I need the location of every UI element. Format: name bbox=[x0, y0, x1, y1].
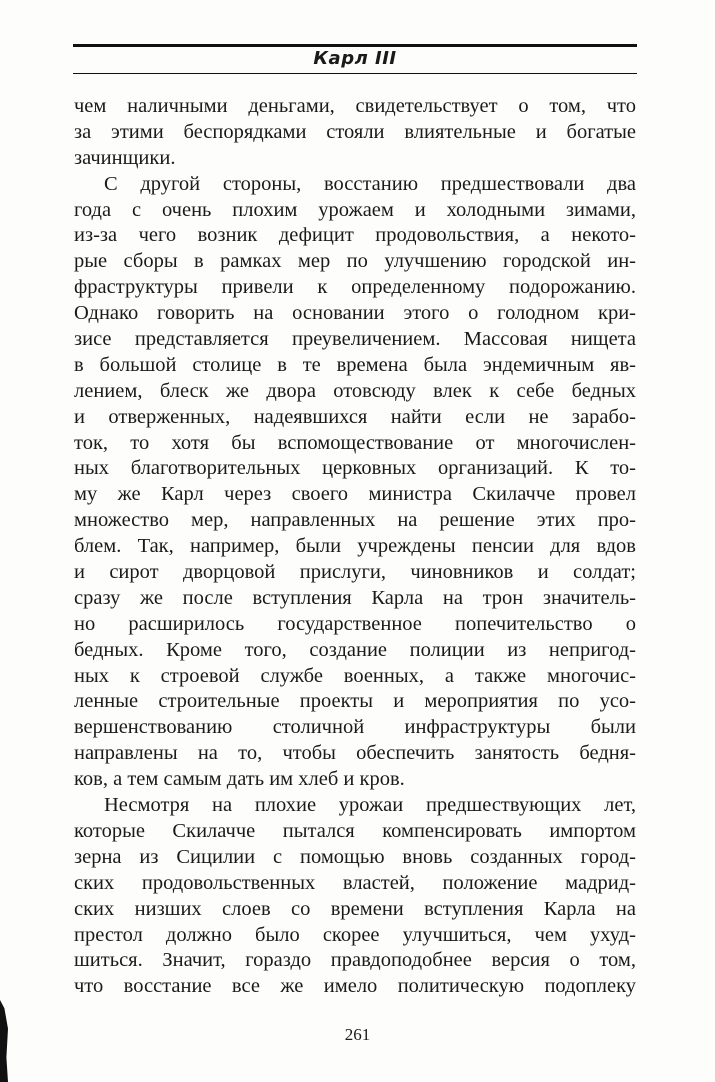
text-line: С другой стороны, восстанию предшествовали два bbox=[104, 172, 636, 195]
text-line: в большой столице в те времена была эндемичным яв- bbox=[74, 353, 636, 376]
scan-binding-edge bbox=[0, 1000, 8, 1082]
text-line: и сирот дворцовой прислуги, чиновников и солдат; bbox=[74, 561, 636, 584]
text-line: сразу же после вступления Карла на трон значитель- bbox=[74, 586, 636, 609]
text-line: Однако говорить на основании этого о голодном кри- bbox=[74, 302, 636, 325]
text-line: ских продовольственных властей, положение мадрид- bbox=[74, 871, 636, 894]
text-line: ков, а тем самым дать им хлеб и кров. bbox=[74, 768, 405, 791]
page-number: 261 bbox=[344, 1025, 371, 1044]
text-line: рые сборы в рамках мер по улучшению городской ин- bbox=[74, 250, 636, 273]
text-line: ских низших слоев со времени вступления Карла на bbox=[74, 897, 636, 920]
text-line: и отверженных, надеявшихся найти если не зарабо- bbox=[74, 405, 636, 428]
text-line: множество мер, направленных на решение этих про- bbox=[74, 509, 636, 532]
text-line: ных благотворительных церковных организаций. К то- bbox=[74, 457, 636, 480]
text-line: шиться. Значит, гораздо правдоподобнее версия о том, bbox=[74, 949, 636, 972]
running-header bbox=[73, 44, 637, 74]
text-line: что восстание все же имело политическую подоплеку bbox=[74, 975, 636, 998]
text-line: ных к строевой службе военных, а также многочис- bbox=[74, 664, 636, 687]
text-line: зерна из Сицилии с помощью вновь созданных город- bbox=[74, 845, 636, 868]
text-line: бедных. Кроме того, создание полиции из непригод- bbox=[74, 638, 636, 661]
text-line: вершенствованию столичной инфраструктуры были bbox=[74, 716, 636, 739]
text-line: но расширилось государственное попечительство о bbox=[74, 612, 636, 635]
text-line: блем. Так, например, были учреждены пенсии для вдов bbox=[74, 535, 636, 558]
text-line: ленные строительные проекты и мероприятия по усо- bbox=[74, 690, 636, 713]
text-line: му же Карл через своего министра Скилаччe провел bbox=[74, 483, 636, 506]
body-text bbox=[74, 94, 636, 1000]
text-line: года с очень плохим урожаем и холодными зимами, bbox=[74, 198, 636, 221]
text-line: зачинщики. bbox=[74, 146, 176, 169]
text-line: которые Скилаччe пытался компенсировать импортом bbox=[74, 819, 636, 842]
text-line: Несмотря на плохие урожаи предшествующих лет, bbox=[104, 794, 636, 817]
text-line: лением, блеск же двора отовсюду влек к себе бедных bbox=[74, 379, 636, 402]
text-line: направлены на то, чтобы обеспечить занятость бедня- bbox=[74, 742, 636, 765]
text-line: за этими беспорядками стояли влиятельные и богатые bbox=[74, 120, 636, 143]
running-header-title: Карл III bbox=[313, 48, 397, 69]
text-line: престол должно было скорее улучшиться, чем ухуд- bbox=[74, 923, 636, 946]
text-line: чем наличными деньгами, свидетельствует о том, что bbox=[74, 95, 636, 117]
text-line: зисе представляется преувеличением. Массовая нищета bbox=[74, 328, 636, 351]
text-line: фраструктуры привели к определенному подорожанию. bbox=[74, 276, 636, 299]
text-line: ток, то хотя бы вспомоществование от многочислен- bbox=[74, 431, 636, 454]
text-line: из-за чего возник дефицит продовольствия, а некото- bbox=[74, 224, 636, 247]
